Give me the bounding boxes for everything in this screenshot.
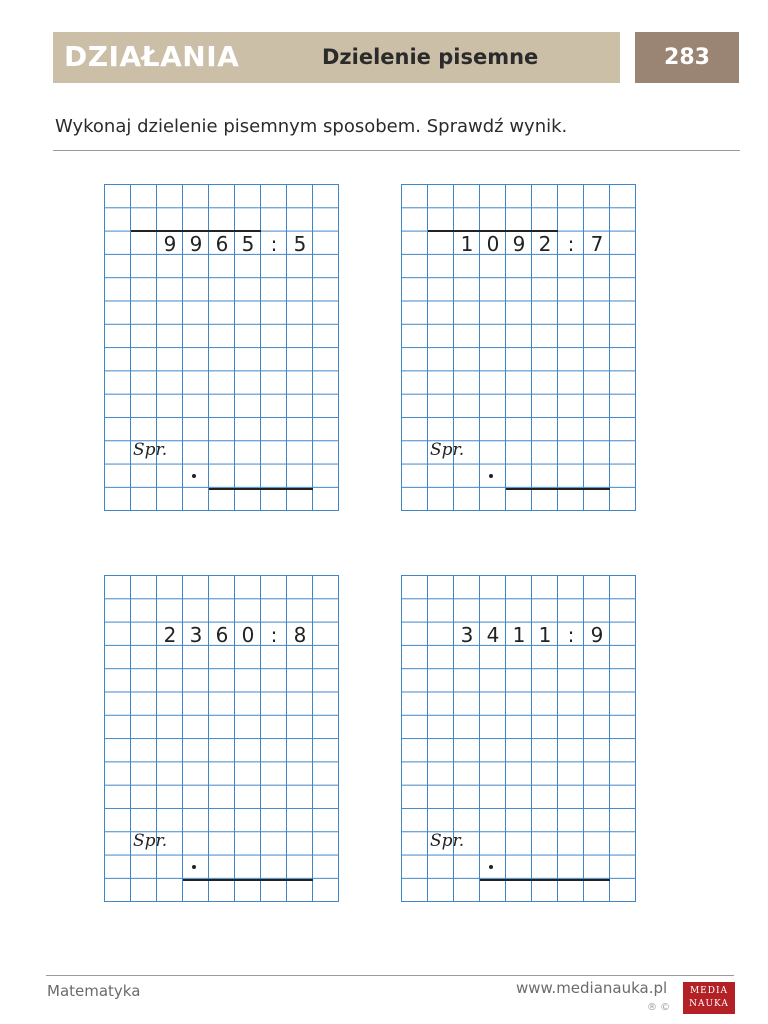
exercise-grid-2[interactable] [401, 184, 635, 510]
exercise-grid-4[interactable] [401, 575, 635, 901]
digit-cell: 3 [189, 623, 203, 647]
check-result-line [209, 488, 313, 490]
section-title: DZIAŁANIA [64, 40, 240, 73]
divisor-cell: 7 [590, 232, 604, 256]
digit-cell: 0 [486, 232, 500, 256]
footer-subject: Matematyka [47, 982, 141, 1000]
operator-cell: : [270, 232, 278, 256]
multiply-dot [192, 865, 196, 869]
digit-cell: 9 [163, 232, 177, 256]
logo-bottom-text: NAUKA [689, 999, 729, 1009]
operator-cell: : [567, 623, 575, 647]
operator-cell: : [270, 623, 278, 647]
digit-cell: 2 [538, 232, 552, 256]
media-nauka-logo[interactable] [683, 982, 735, 1014]
logo-top-text: MEDIA [689, 986, 729, 996]
divisor-cell: 5 [293, 232, 307, 256]
digit-cell: 1 [512, 623, 526, 647]
check-result-line [480, 879, 610, 881]
operator-cell: : [567, 232, 575, 256]
topic-title: Dzielenie pisemne [322, 45, 539, 69]
digit-cell: 0 [241, 623, 255, 647]
digit-cell: 3 [460, 623, 474, 647]
check-result-line [506, 488, 610, 490]
divisor-cell: 8 [293, 623, 307, 647]
digit-cell: 5 [241, 232, 255, 256]
multiply-dot [489, 865, 493, 869]
exercise-grid-1[interactable] [104, 184, 338, 510]
divisor-cell: 9 [590, 623, 604, 647]
instruction-divider [53, 150, 740, 151]
multiply-dot [489, 474, 493, 478]
digit-cell: 9 [189, 232, 203, 256]
multiply-dot [192, 474, 196, 478]
check-label: Spr. [430, 440, 465, 460]
check-result-line [183, 879, 313, 881]
digit-cell: 1 [460, 232, 474, 256]
page-number: 283 [635, 32, 739, 83]
digit-cell: 9 [512, 232, 526, 256]
check-label: Spr. [133, 831, 168, 851]
check-label: Spr. [133, 440, 168, 460]
digit-cell: 6 [215, 623, 229, 647]
digit-cell: 6 [215, 232, 229, 256]
footer-divider [46, 975, 734, 976]
footer-marks: ® © [647, 1002, 671, 1013]
digit-cell: 4 [486, 623, 500, 647]
check-label: Spr. [430, 831, 465, 851]
digit-cell: 1 [538, 623, 552, 647]
instruction-text: Wykonaj dzielenie pisemnym sposobem. Sprawdź wynik. [55, 116, 568, 137]
footer-url-link[interactable]: www.medianauka.pl [516, 979, 668, 997]
digit-cell: 2 [163, 623, 177, 647]
exercise-grid-3[interactable] [104, 575, 338, 901]
